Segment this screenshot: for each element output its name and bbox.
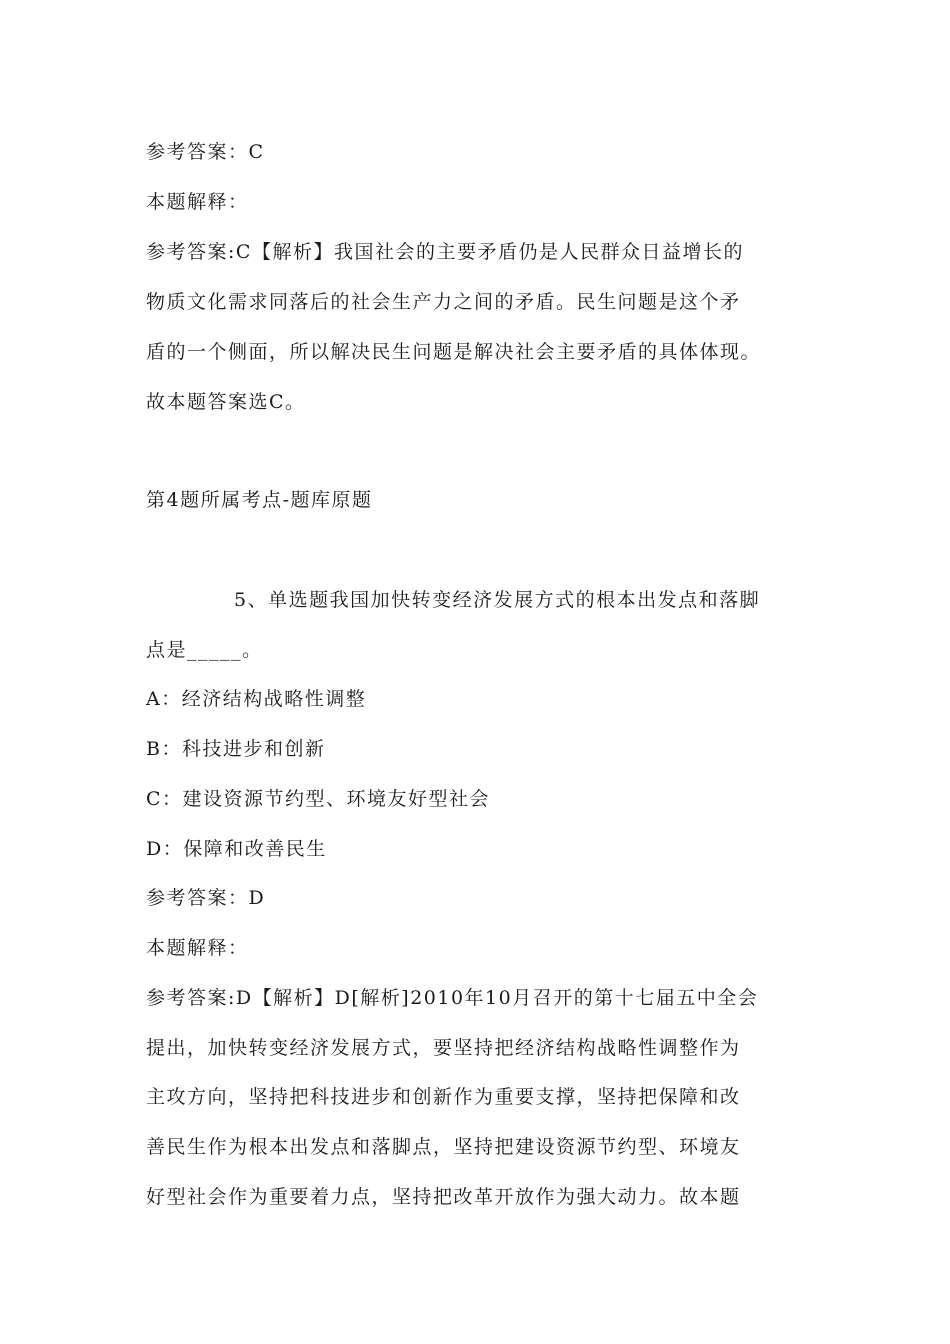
q5-stem-cont: 点是_____。 — [146, 639, 263, 661]
q5-option-c: C：建设资源节约型、环境友好型社会 — [146, 788, 491, 810]
q4-answer: 参考答案：C — [146, 141, 265, 163]
q5-option-d: D：保障和改善民生 — [146, 838, 327, 860]
q5-explain-line: 参考答案:D【解析】D[解析]2010年10月召开的第十七届五中全会 — [146, 987, 759, 1009]
q4-topic: 第4题所属考点-题库原题 — [146, 489, 373, 511]
q5-answer: 参考答案：D — [146, 887, 266, 909]
q5-explain-line: 好型社会作为重要着力点，坚持把改革开放作为强大动力。故本题 — [146, 1186, 741, 1208]
q5-explain-line: 主攻方向，坚持把科技进步和创新作为重要支撑，坚持把保障和改 — [146, 1086, 741, 1108]
q5-explain-line: 提出，加快转变经济发展方式，要坚持把经济结构战略性调整作为 — [146, 1037, 741, 1059]
q4-explain-line: 参考答案:C【解析】我国社会的主要矛盾仍是人民群众日益增长的 — [146, 241, 744, 263]
q4-explain-line: 盾的一个侧面，所以解决民生问题是解决社会主要矛盾的具体体现。 — [146, 341, 762, 363]
q4-explain-line: 物质文化需求同落后的社会生产力之间的矛盾。民生问题是这个矛 — [146, 291, 741, 313]
q5-explain-line: 善民生作为根本出发点和落脚点，坚持把建设资源节约型、环境友 — [146, 1136, 741, 1158]
q5-option-a: A：经济结构战略性调整 — [146, 688, 367, 710]
q5-option-b: B：科技进步和创新 — [146, 738, 326, 760]
q4-explain-line: 故本题答案选C。 — [146, 391, 306, 413]
q5-explain-label: 本题解释： — [146, 937, 249, 959]
q4-explain-label: 本题解释： — [146, 191, 249, 213]
q5-stem: 5、单选题我国加快转变经济发展方式的根本出发点和落脚 — [234, 589, 761, 611]
